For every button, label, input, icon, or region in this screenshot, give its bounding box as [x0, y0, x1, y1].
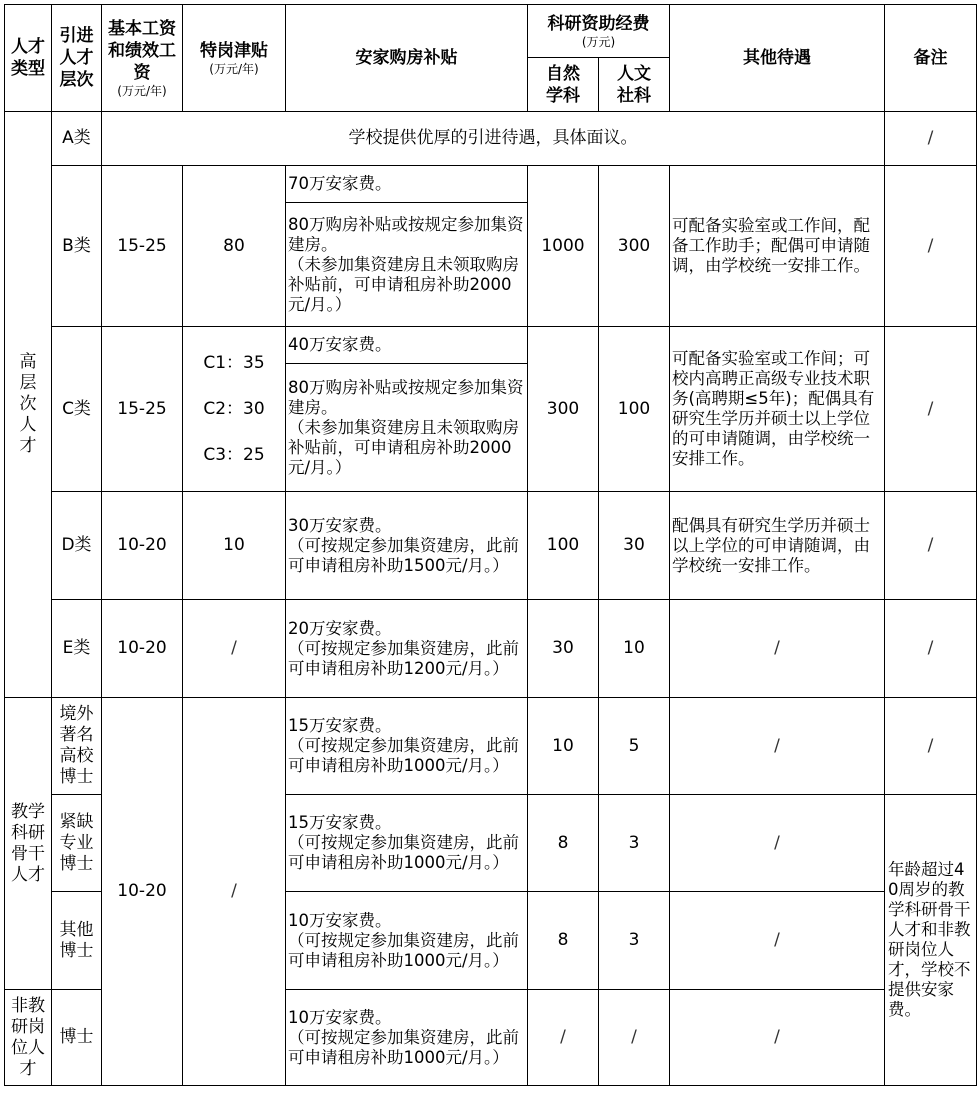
benefits-table — [4, 4, 977, 1086]
c-housing-2 — [286, 364, 528, 492]
header-research-unit: (万元) — [581, 35, 616, 49]
b-humanities: 300 — [599, 166, 670, 327]
f-housing — [286, 698, 528, 795]
h-housing — [286, 892, 528, 990]
header-humanities: 人文社科 — [599, 58, 670, 112]
group-backbone: 教学科研骨干人才 — [5, 698, 52, 990]
b-other: 可配备实验室或工作间，配备工作助手；配偶可申请随调，由学校统一安排工作。 — [670, 166, 885, 327]
backbone-allowance: / — [183, 698, 286, 1086]
c-other: 可配备实验室或工作间；可校内高聘正高级专业技术职务(高聘期≤5年)；配偶具有研究生学历并硕士以上学位的可申请随调，由学校统一安排工作。 — [670, 327, 885, 492]
e-housing-1: 20万安家费。 — [288, 618, 392, 638]
g-housing-1: 15万安家费。 — [288, 813, 392, 832]
d-housing-2: （可按规定参加集资建房，此前可申请租房补助1500元/月。） — [288, 535, 519, 575]
h-housing-2: （可按规定参加集资建房，此前可申请租房补助1000元/月。） — [288, 930, 519, 970]
d-salary: 10-20 — [102, 492, 183, 600]
c-salary: 15-25 — [102, 327, 183, 492]
d-humanities: 30 — [599, 492, 670, 600]
e-remark: / — [885, 600, 977, 698]
b-housing-1: 70万安家费。 — [286, 166, 528, 203]
b-natural: 1000 — [528, 166, 599, 327]
level-phd: 博士 — [52, 990, 102, 1086]
f-housing-1: 15万安家费。 — [288, 716, 392, 735]
level-scarce-phd: 紧缺专业博士 — [52, 795, 102, 892]
h-humanities: 3 — [599, 892, 670, 990]
level-d: D类 — [52, 492, 102, 600]
d-allowance: 10 — [183, 492, 286, 600]
c-housing-1: 40万安家费。 — [286, 327, 528, 364]
header-research-label: 科研资助经费 — [547, 14, 650, 34]
f-remark: / — [885, 698, 977, 795]
e-housing-2: （可按规定参加集资建房，此前可申请租房补助1200元/月。） — [288, 638, 519, 678]
header-allowance-unit: (万元/年) — [209, 62, 259, 76]
b-salary: 15-25 — [102, 166, 183, 327]
e-salary: 10-20 — [102, 600, 183, 698]
b-housing-2 — [286, 203, 528, 327]
header-salary-unit: (万元/年) — [117, 84, 167, 98]
i-housing — [286, 990, 528, 1086]
g-housing-2: （可按规定参加集资建房，此前可申请租房补助1000元/月。） — [288, 833, 519, 872]
header-salary — [102, 5, 183, 112]
level-b: B类 — [52, 166, 102, 327]
f-other: / — [670, 698, 885, 795]
c-allowance — [183, 327, 286, 492]
a-merged-text: 学校提供优厚的引进待遇，具体面议。 — [102, 112, 885, 166]
i-housing-2: （可按规定参加集资建房，此前可申请租房补助1000元/月。） — [288, 1027, 519, 1067]
c-allowance-3: C3：25 — [203, 445, 265, 465]
header-level: 引进人才层次 — [52, 5, 102, 112]
e-other: / — [670, 600, 885, 698]
h-housing-1: 10万安家费。 — [288, 910, 392, 930]
level-c: C类 — [52, 327, 102, 492]
c-natural: 300 — [528, 327, 599, 492]
header-talent-type: 人才类型 — [5, 5, 52, 112]
b-allowance: 80 — [183, 166, 286, 327]
d-other: 配偶具有研究生学历并硕士以上学位的可申请随调，由学校统一安排工作。 — [670, 492, 885, 600]
c-remark: / — [885, 327, 977, 492]
level-overseas-phd: 境外著名高校博士 — [52, 698, 102, 795]
header-allowance-label: 特岗津贴 — [200, 41, 268, 61]
c-allowance-2: C2：30 — [203, 399, 265, 419]
header-research-fund — [528, 5, 670, 58]
f-housing-2: （可按规定参加集资建房，此前可申请租房补助1000元/月。） — [288, 736, 519, 775]
e-housing — [286, 600, 528, 698]
i-natural: / — [528, 990, 599, 1086]
d-housing — [286, 492, 528, 600]
level-e: E类 — [52, 600, 102, 698]
c-housing-2b: （未参加集资建房且未领取购房补贴前，可申请租房补助2000元/月。） — [288, 417, 519, 477]
f-humanities: 5 — [599, 698, 670, 795]
f-natural: 10 — [528, 698, 599, 795]
d-natural: 100 — [528, 492, 599, 600]
g-housing — [286, 795, 528, 892]
header-salary-label: 基本工资和绩效工资 — [108, 19, 176, 83]
i-other: / — [670, 990, 885, 1086]
g-humanities: 3 — [599, 795, 670, 892]
c-housing-2a: 80万购房补贴或按规定参加集资建房。 — [288, 377, 524, 417]
h-other: / — [670, 892, 885, 990]
header-natural-science: 自然学科 — [528, 58, 599, 112]
level-a: A类 — [52, 112, 102, 166]
level-other-phd: 其他博士 — [52, 892, 102, 990]
header-housing: 安家购房补贴 — [286, 5, 528, 112]
e-allowance: / — [183, 600, 286, 698]
e-humanities: 10 — [599, 600, 670, 698]
a-remark: / — [885, 112, 977, 166]
c-allowance-1: C1：35 — [203, 353, 265, 373]
b-remark: / — [885, 166, 977, 327]
e-natural: 30 — [528, 600, 599, 698]
group-non-teaching: 非教研岗位人才 — [5, 990, 52, 1086]
header-other: 其他待遇 — [670, 5, 885, 112]
i-housing-1: 10万安家费。 — [288, 1007, 392, 1027]
d-remark: / — [885, 492, 977, 600]
i-humanities: / — [599, 990, 670, 1086]
g-natural: 8 — [528, 795, 599, 892]
g-other: / — [670, 795, 885, 892]
d-housing-1: 30万安家费。 — [288, 515, 392, 535]
header-allowance — [183, 5, 286, 112]
group-high-level: 高层次人才 — [5, 112, 52, 698]
h-natural: 8 — [528, 892, 599, 990]
b-housing-2b: （未参加集资建房且未领取购房补贴前，可申请租房补助2000元/月。） — [288, 254, 519, 314]
header-remark: 备注 — [885, 5, 977, 112]
backbone-remark: 年龄超过40周岁的教学科研骨干人才和非教研岗位人才，学校不提供安家费。 — [885, 795, 977, 1086]
b-housing-2a: 80万购房补贴或按规定参加集资建房。 — [288, 214, 524, 254]
c-humanities: 100 — [599, 327, 670, 492]
backbone-salary: 10-20 — [102, 698, 183, 1086]
